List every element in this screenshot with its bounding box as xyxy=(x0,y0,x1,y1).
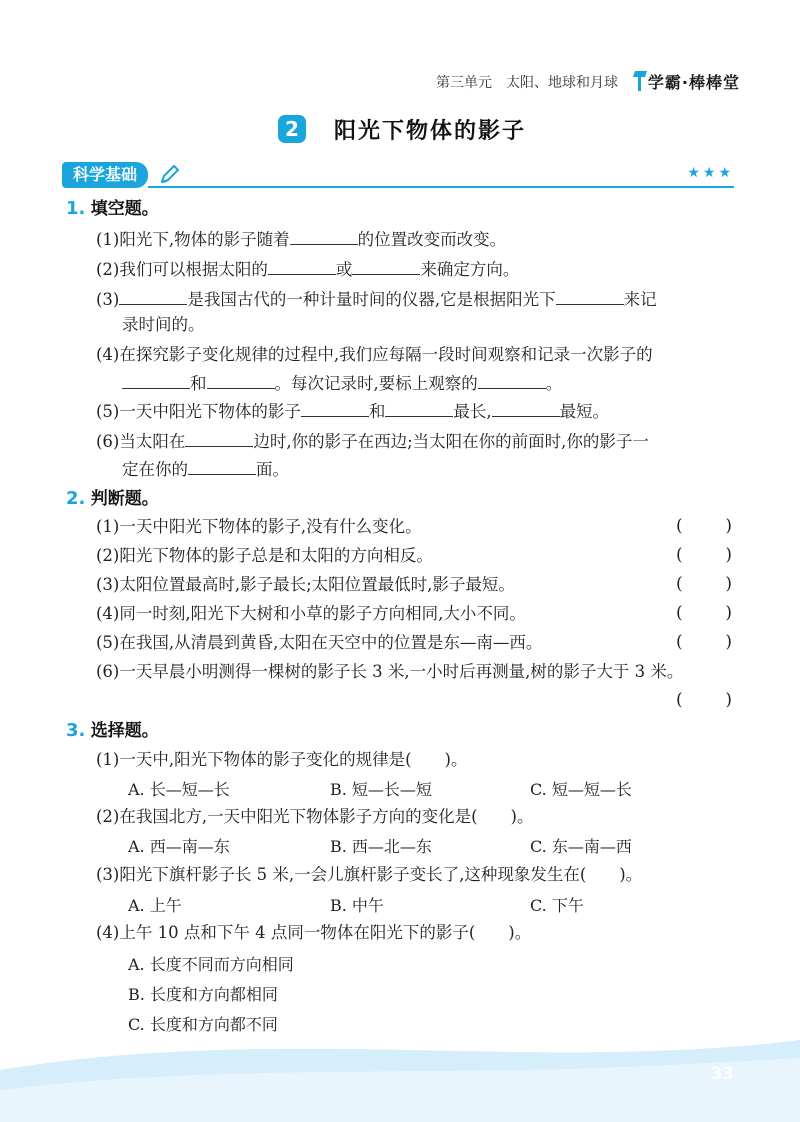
fill-item-6-continued: 定在你的 面。 xyxy=(122,460,289,479)
answer-blank[interactable] xyxy=(478,372,546,389)
lesson-number-badge: 2 xyxy=(278,115,306,143)
answer-parentheses[interactable]: ( ) xyxy=(676,516,732,536)
answer-parentheses[interactable]: ( ) xyxy=(676,574,732,594)
judge-item-5: (5)在我国,从清晨到黄昏,太阳在天空中的位置是东—南—西。 xyxy=(96,633,543,652)
fill-item-1: (1)阳光下,物体的影子随着 的位置改变而改变。 xyxy=(96,230,507,249)
answer-blank[interactable] xyxy=(188,458,256,475)
fill-item-4-continued: 和 。每次记录时,要标上观察的 。 xyxy=(122,372,562,395)
answer-blank[interactable] xyxy=(122,372,190,389)
fill-item-3: (3) 是我国古代的一种计量时间的仪器,它是根据阳光下 来记 xyxy=(96,290,657,309)
fill-item-2: (2)我们可以根据太阳的 或 来确定方向。 xyxy=(96,260,520,279)
answer-blank[interactable] xyxy=(207,372,275,389)
question-2-heading xyxy=(66,488,159,510)
answer-blank[interactable] xyxy=(119,288,187,305)
answer-blank[interactable] xyxy=(301,400,369,417)
choice-stem-3: (3)阳光下旗杆影子长 5 米,一会儿旗杆影子变长了,这种现象发生在( )。 xyxy=(96,865,643,884)
answer-blank[interactable] xyxy=(290,228,358,245)
lesson-heading xyxy=(0,112,800,148)
choice-stem-2: (2)在我国北方,一天中阳光下物体影子方向的变化是( )。 xyxy=(96,807,534,826)
choice-option-c[interactable]: C. 下午 xyxy=(530,896,584,915)
fill-item-5: (5)一天中阳光下物体的影子 和 最长, 最短。 xyxy=(96,402,610,421)
choice-option-b[interactable]: B. 西—北—东 xyxy=(330,837,432,856)
answer-blank[interactable] xyxy=(556,288,624,305)
choice-option-b[interactable]: B. 中午 xyxy=(330,896,384,915)
choice-option-c[interactable]: C. 长度和方向都不同 xyxy=(128,1015,278,1034)
choice-option-b[interactable]: B. 短—长—短 xyxy=(330,780,432,799)
choice-option-a[interactable]: A. 上午 xyxy=(128,896,182,915)
choice-option-b[interactable]: B. 长度和方向都相同 xyxy=(128,985,278,1004)
question-number: 3. xyxy=(66,720,86,741)
judge-item-2: (2)阳光下物体的影子总是和太阳的方向相反。 xyxy=(96,546,433,565)
judge-item-4: (4)同一时刻,阳光下大树和小草的影子方向相同,大小不同。 xyxy=(96,604,526,623)
footer-wave-decoration xyxy=(0,1030,800,1122)
choice-option-a[interactable]: A. 西—南—东 xyxy=(128,837,230,856)
answer-blank[interactable] xyxy=(492,400,560,417)
answer-parentheses[interactable]: ( ) xyxy=(676,545,732,565)
section-divider xyxy=(148,186,734,188)
brand-name: 学霸·棒棒堂 xyxy=(647,72,740,92)
answer-parentheses[interactable]: ( ) xyxy=(676,690,732,710)
section-header xyxy=(62,162,734,190)
answer-blank[interactable] xyxy=(268,258,336,275)
fill-item-6: (6)当太阳在 边时,你的影子在西边;当太阳在你的前面时,你的影子一 xyxy=(96,432,649,451)
difficulty-stars: ★★★ xyxy=(687,165,734,181)
section-tag: 科学基础 xyxy=(62,162,148,188)
answer-parentheses[interactable]: ( ) xyxy=(676,632,732,652)
answer-blank[interactable] xyxy=(352,258,420,275)
choice-option-a[interactable]: A. 长—短—长 xyxy=(128,780,230,799)
question-3-heading xyxy=(66,720,159,742)
unit-title: 第三单元 太阳、地球和月球 xyxy=(436,75,618,91)
page-number: 33 xyxy=(710,1064,734,1084)
question-1-heading xyxy=(66,198,159,220)
fill-item-4: (4)在探究影子变化规律的过程中,我们应每隔一段时间观察和记录一次影子的 xyxy=(96,345,653,364)
choice-option-c[interactable]: C. 东—南—西 xyxy=(530,837,632,856)
pencil-icon xyxy=(158,164,180,186)
judge-item-6: (6)一天早晨小明测得一棵树的影子长 3 米,一小时后再测量,树的影子大于 3 米。 xyxy=(96,662,684,681)
answer-blank[interactable] xyxy=(385,400,453,417)
judge-item-1: (1)一天中阳光下物体的影子,没有什么变化。 xyxy=(96,517,422,536)
question-number: 1. xyxy=(66,198,86,219)
question-title: 填空题。 xyxy=(90,199,159,219)
choice-option-c[interactable]: C. 短—短—长 xyxy=(530,780,632,799)
choice-stem-1: (1)一天中,阳光下物体的影子变化的规律是( )。 xyxy=(96,750,468,769)
brand-logo xyxy=(634,68,740,94)
running-header xyxy=(0,68,800,98)
question-number: 2. xyxy=(66,488,86,509)
question-title: 判断题。 xyxy=(90,489,159,509)
answer-parentheses[interactable]: ( ) xyxy=(676,603,732,623)
fill-item-3-continued: 录时间的。 xyxy=(122,315,205,334)
lesson-title: 阳光下物体的影子 xyxy=(334,119,527,144)
graduation-cap-icon xyxy=(634,71,646,91)
question-title: 选择题。 xyxy=(90,721,159,741)
choice-stem-4: (4)上午 10 点和下午 4 点同一物体在阳光下的影子( )。 xyxy=(96,923,532,942)
choice-option-a[interactable]: A. 长度不同而方向相同 xyxy=(128,955,294,974)
judge-item-3: (3)太阳位置最高时,影子最长;太阳位置最低时,影子最短。 xyxy=(96,575,515,594)
answer-blank[interactable] xyxy=(185,430,253,447)
